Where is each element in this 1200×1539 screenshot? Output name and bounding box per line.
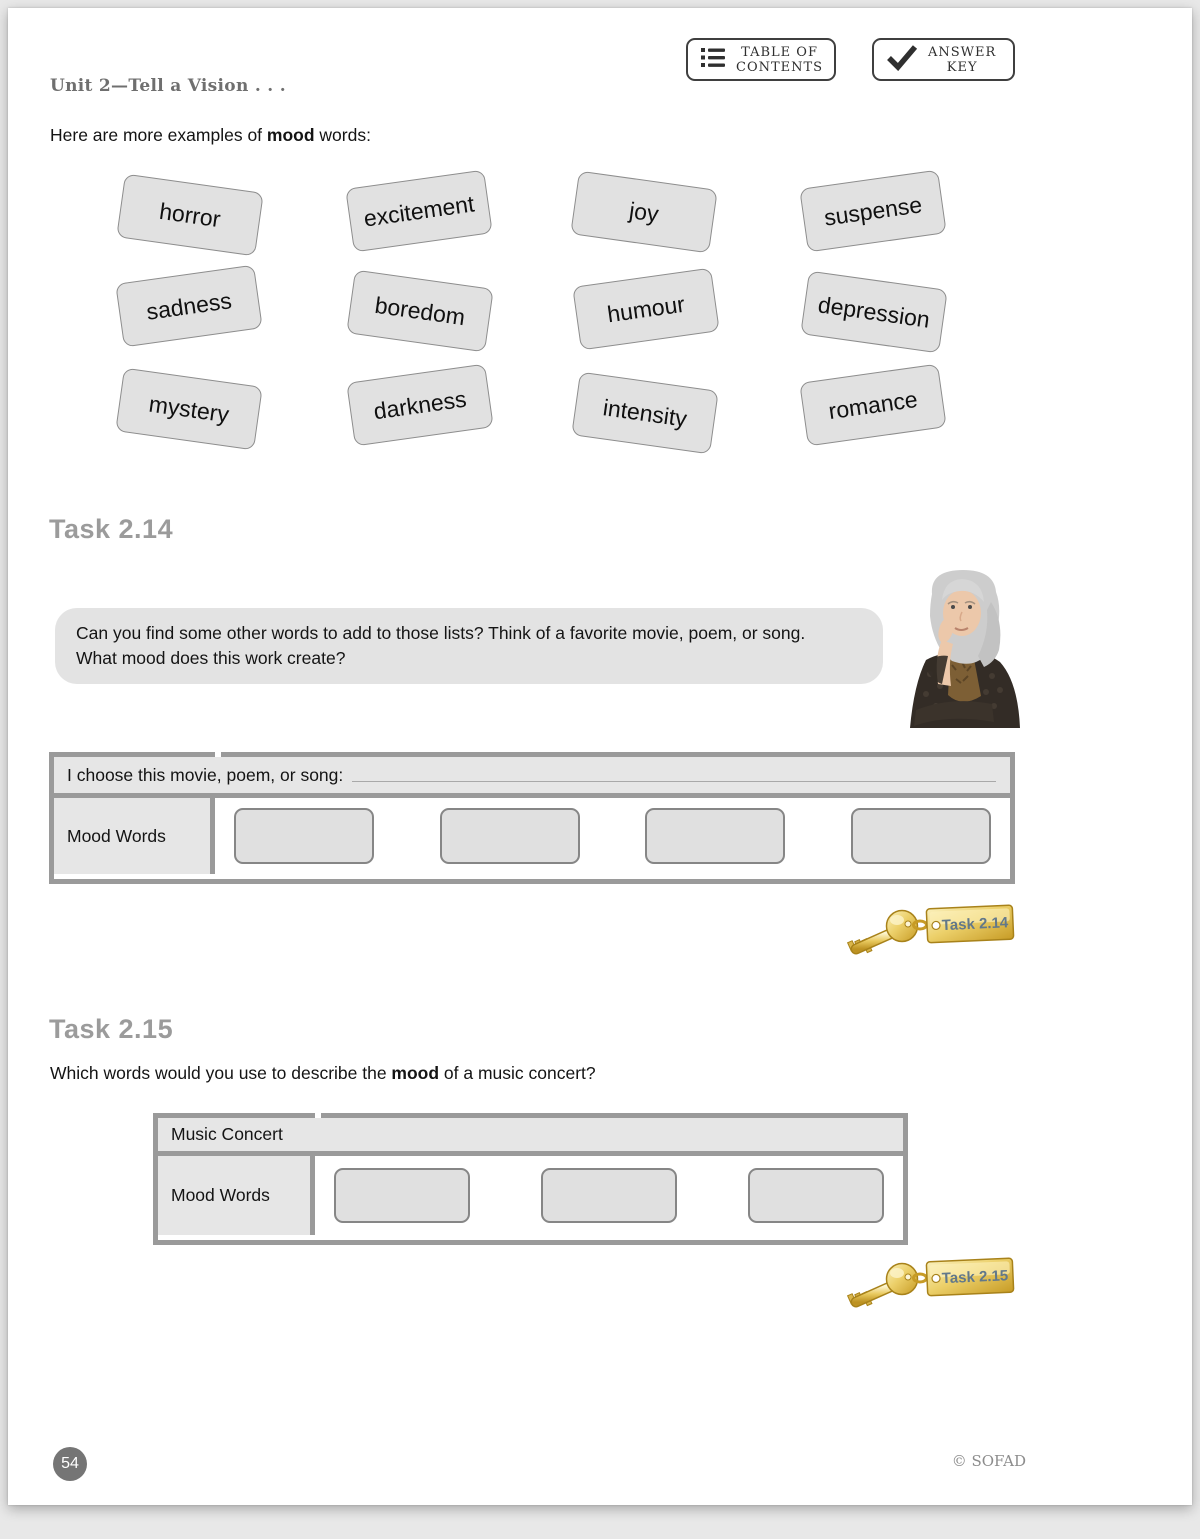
gold-tag	[926, 905, 1013, 943]
table-border-notch	[315, 1113, 321, 1118]
check-icon	[886, 44, 918, 75]
answer-key-link-task-2-15[interactable]	[838, 1251, 1016, 1314]
mood-words-row	[158, 1156, 903, 1235]
unit-header: Unit 2—Tell a Vision . . .	[50, 76, 286, 96]
answer-box-1[interactable]	[334, 1168, 470, 1223]
answer-key-link-task-2-14[interactable]	[838, 898, 1016, 961]
gold-key-icon	[848, 1264, 927, 1310]
mood-card-mystery: mystery	[115, 368, 263, 451]
write-in-line[interactable]	[352, 781, 996, 782]
mood-card-intensity: intensity	[571, 372, 719, 455]
mood-card-humour: humour	[572, 268, 720, 351]
mood-card-horror: horror	[116, 174, 264, 257]
music-concert-header-row	[158, 1118, 903, 1156]
table-of-contents-button[interactable]	[686, 38, 836, 81]
mood-card-suspense: suspense	[799, 170, 947, 253]
page-number-badge: 54	[53, 1447, 87, 1481]
mood-card-boredom: boredom	[346, 270, 494, 353]
mood-words-row	[54, 798, 1010, 874]
answer-box-3[interactable]	[748, 1168, 884, 1223]
thinking-person-photo	[896, 564, 1031, 732]
toc-button-label: TABLE OF CONTENTS	[736, 44, 824, 75]
mood-words-label-cell: Mood Words	[54, 798, 215, 874]
mood-words-label-cell: Mood Words	[158, 1156, 315, 1235]
table-border-notch	[215, 752, 221, 757]
task-2-15-table	[153, 1113, 908, 1245]
bubble-text-line1: Can you find some other words to add to those lists? Think of a favorite movie, poem, or song.	[76, 623, 806, 643]
mood-card-romance: romance	[799, 364, 947, 447]
page-sheet	[8, 8, 1192, 1505]
bubble-text-line2: What mood does this work create?	[76, 648, 346, 668]
answer-key-button-label: ANSWER KEY	[928, 44, 997, 75]
task-2-14-speech-bubble	[55, 608, 883, 684]
answer-box-3[interactable]	[645, 808, 785, 864]
answer-key-button[interactable]	[872, 38, 1015, 81]
gold-tag	[926, 1258, 1013, 1296]
mood-card-depression: depression	[800, 271, 948, 354]
mood-card-darkness: darkness	[346, 364, 494, 447]
movie-choice-prompt: I choose this movie, poem, or song:	[67, 765, 344, 785]
intro-sentence: Here are more examples of mood words:	[50, 125, 371, 145]
answer-boxes-cell	[215, 798, 1010, 874]
mood-card-sadness: sadness	[115, 265, 263, 348]
music-concert-label: Music Concert	[171, 1124, 283, 1144]
mood-card-excitement: excitement	[345, 170, 493, 253]
svg-text:Task 2.14: Task 2.14	[941, 914, 1009, 935]
answer-box-2[interactable]	[541, 1168, 677, 1223]
task-2-14-heading: Task 2.14	[49, 514, 174, 544]
answer-box-1[interactable]	[234, 808, 374, 864]
gold-key-icon	[848, 911, 927, 957]
question-bold-word: mood	[391, 1063, 440, 1083]
task-2-14-table	[49, 752, 1015, 884]
task-2-15-question: Which words would you use to describe the mood of a music concert?	[50, 1063, 596, 1083]
answer-boxes-cell	[315, 1156, 903, 1235]
copyright-notice: © SOFAD	[951, 1452, 1026, 1470]
answer-box-2[interactable]	[440, 808, 580, 864]
movie-choice-header-row	[54, 757, 1010, 798]
task-2-15-heading: Task 2.15	[49, 1014, 174, 1044]
intro-bold-word: mood	[266, 125, 315, 145]
svg-text:Task 2.15: Task 2.15	[941, 1267, 1009, 1288]
answer-box-4[interactable]	[851, 808, 991, 864]
mood-card-joy: joy	[570, 171, 718, 254]
list-icon	[700, 46, 726, 73]
